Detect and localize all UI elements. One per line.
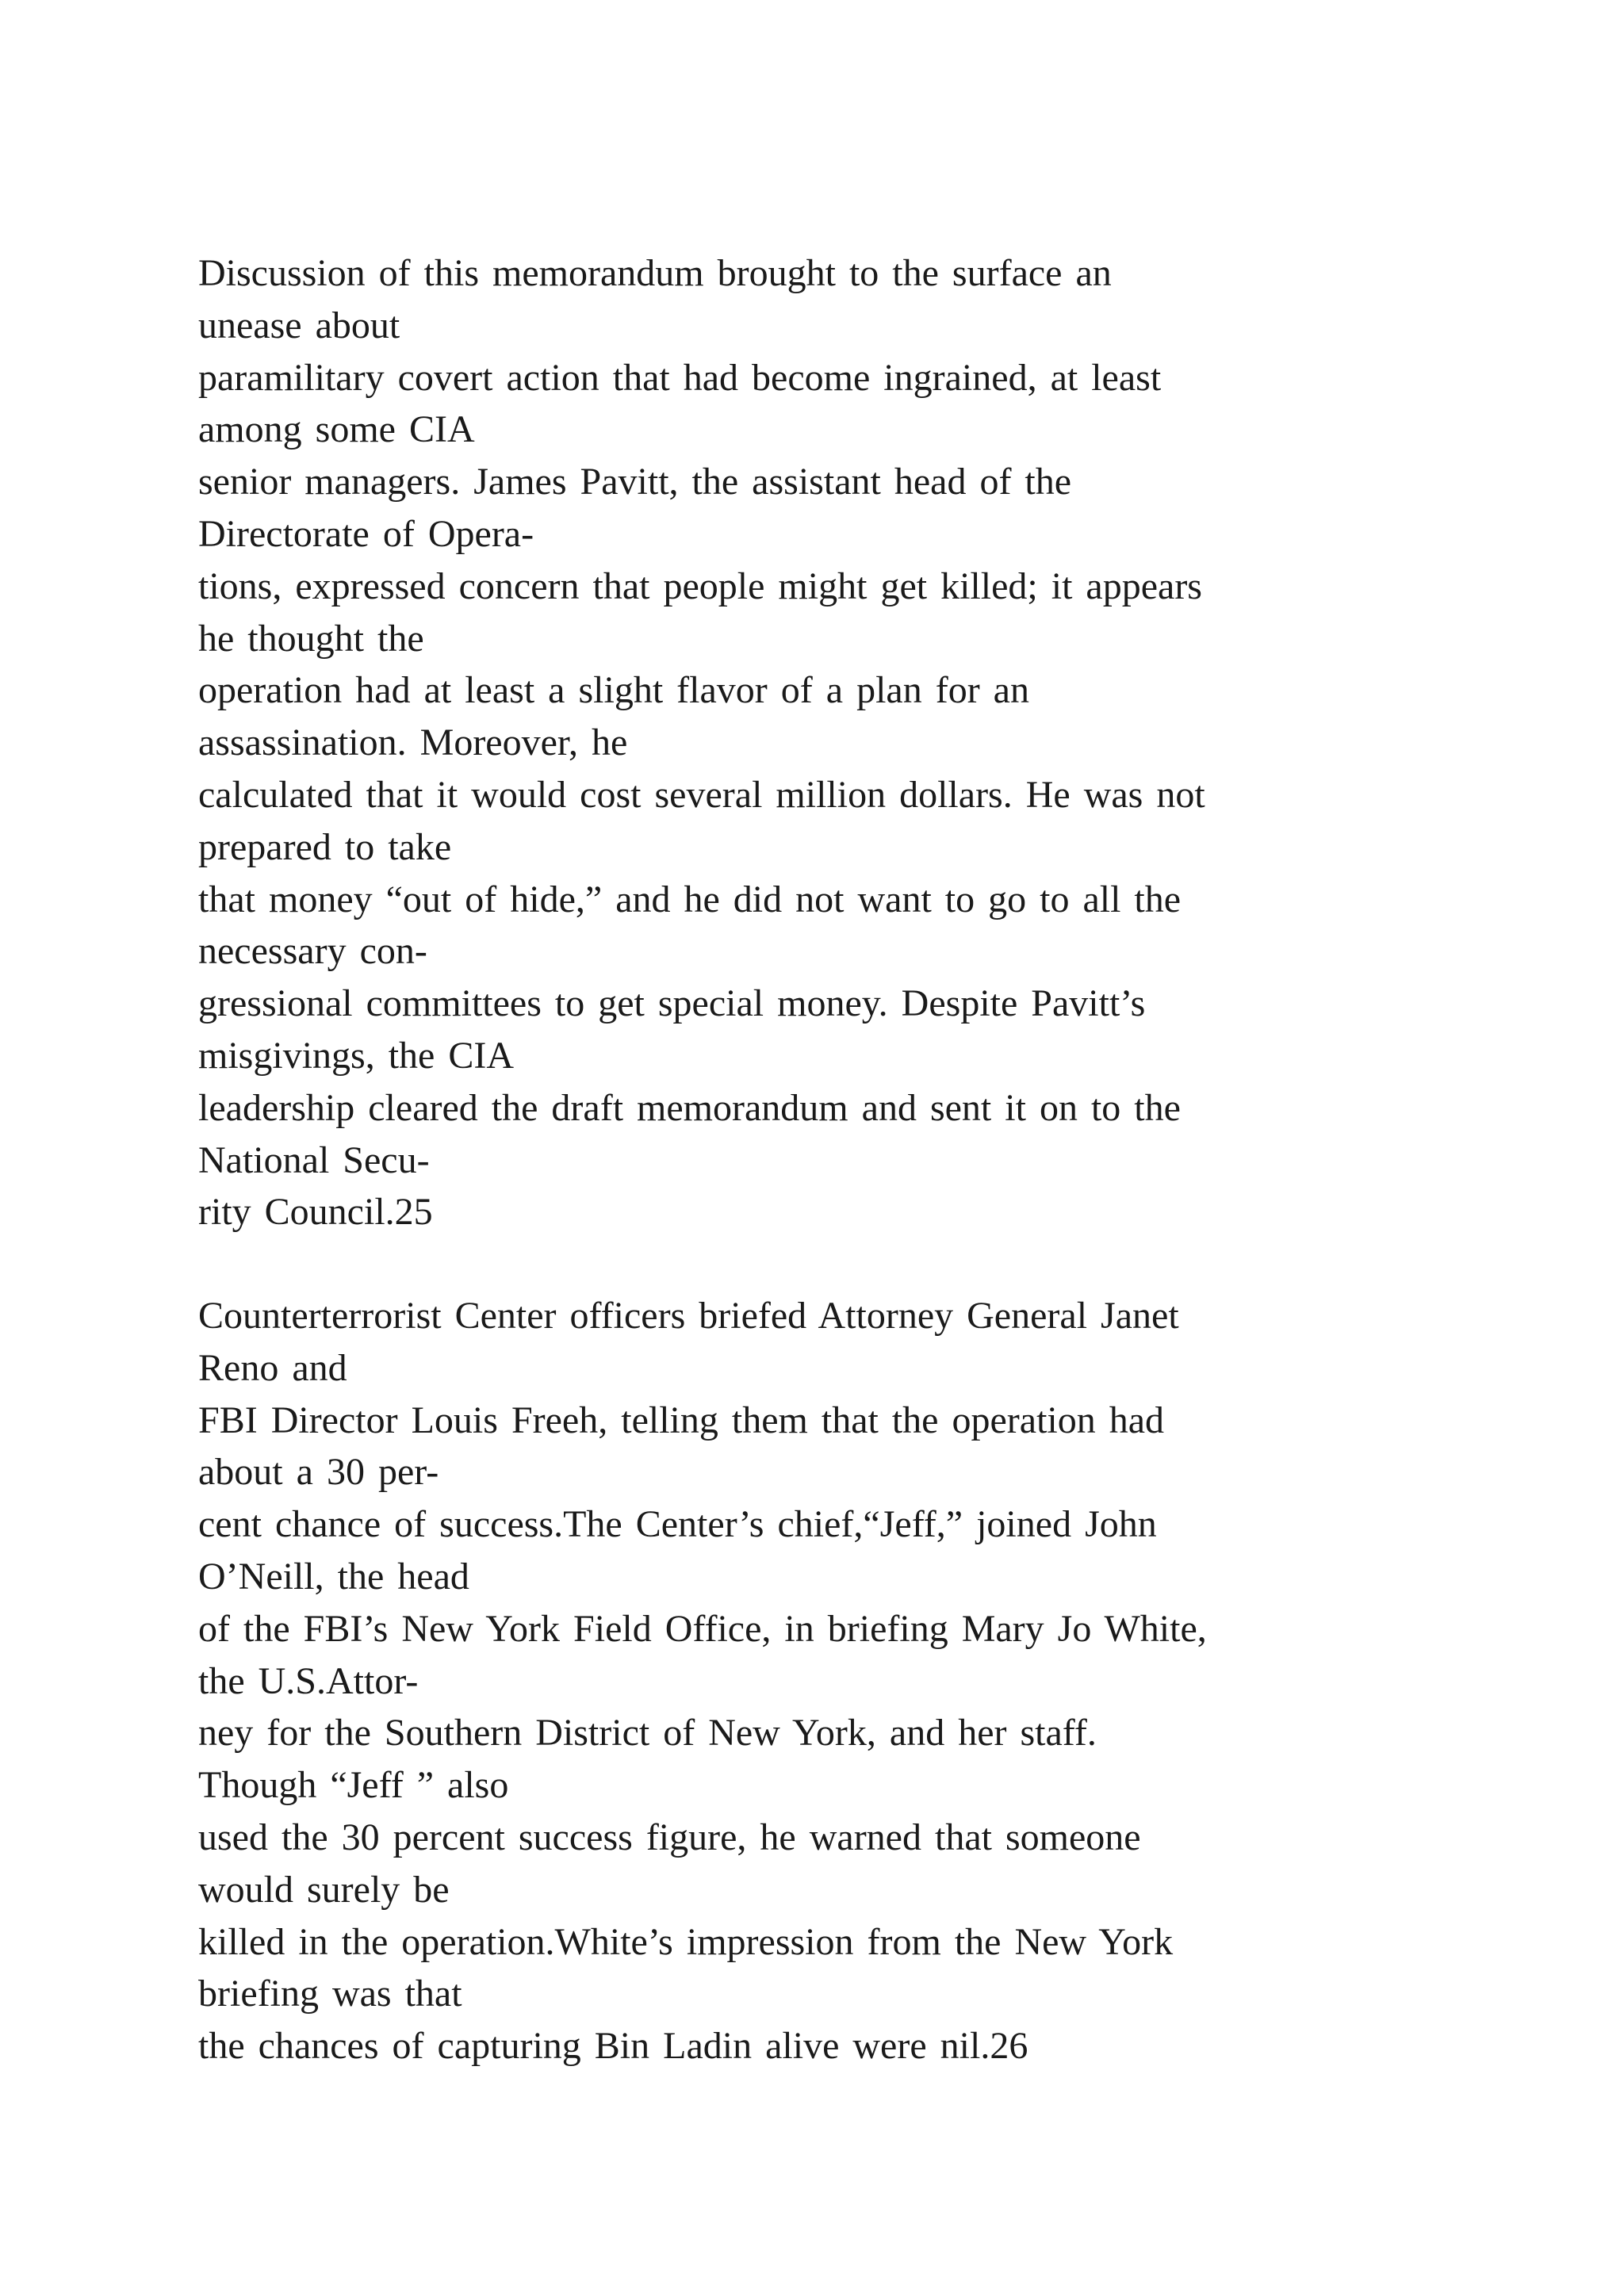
text-line: briefing was that <box>198 1973 462 2015</box>
text-line: prepared to take <box>198 825 452 868</box>
text-line: rity Council.25 <box>198 1191 433 1234</box>
text-line: of the FBI’s New York Field Office, in briefing Mary Jo White, <box>198 1607 1207 1650</box>
text-line: Though “Jeff ” also <box>198 1764 509 1807</box>
text-line: killed in the operation.White’s impression from the New York <box>198 1920 1174 1963</box>
text-line: operation had at least a slight flavor of a plan for an <box>198 669 1029 712</box>
text-line: unease about <box>198 304 400 346</box>
text-line: about a 30 per- <box>198 1451 439 1494</box>
text-line: paramilitary covert action that had become ingrained, at least <box>198 356 1162 399</box>
text-line: FBI Director Louis Freeh, telling them that the operation had <box>198 1399 1165 1441</box>
text-line: he thought the <box>198 617 424 660</box>
text-line: ney for the Southern District of New York, and her staff. <box>198 1712 1097 1755</box>
text-line: among some CIA <box>198 408 475 451</box>
text-line: used the 30 percent success figure, he warned that someone <box>198 1816 1141 1858</box>
text-line: National Secu- <box>198 1138 430 1181</box>
text-line: necessary con- <box>198 930 427 973</box>
text-line: that money “out of hide,” and he did not want to go to all the <box>198 878 1182 920</box>
text-line: Counterterrorist Center officers briefed Attorney General Janet <box>198 1295 1179 1337</box>
text-line: misgivings, the CIA <box>198 1034 515 1077</box>
paragraph-1 <box>198 247 1507 1238</box>
text-line: would surely be <box>198 1868 450 1911</box>
paragraph-2 <box>198 1290 1507 2072</box>
text-line: Directorate of Opera- <box>198 512 534 555</box>
text-line: O’Neill, the head <box>198 1555 469 1598</box>
text-line: Reno and <box>198 1346 347 1389</box>
text-line: the U.S.Attor- <box>198 1659 419 1702</box>
text-line: senior managers. James Pavitt, the assistant head of the <box>198 461 1072 503</box>
text-line: cent chance of success.The Center’s chief,“Jeff,” joined John <box>198 1503 1157 1546</box>
text-line: leadership cleared the draft memorandum and sent it on to the <box>198 1086 1181 1129</box>
text-line: assassination. Moreover, he <box>198 721 628 764</box>
text-line: tions, expressed concern that people might get killed; it appears <box>198 564 1202 607</box>
text-line: Discussion of this memorandum brought to the surface an <box>198 252 1112 294</box>
text-line: gressional committees to get special money. Despite Pavitt’s <box>198 982 1146 1025</box>
text-line: the chances of capturing Bin Ladin alive were nil.26 <box>198 2025 1028 2068</box>
text-line: calculated that it would cost several million dollars. He was not <box>198 773 1205 816</box>
